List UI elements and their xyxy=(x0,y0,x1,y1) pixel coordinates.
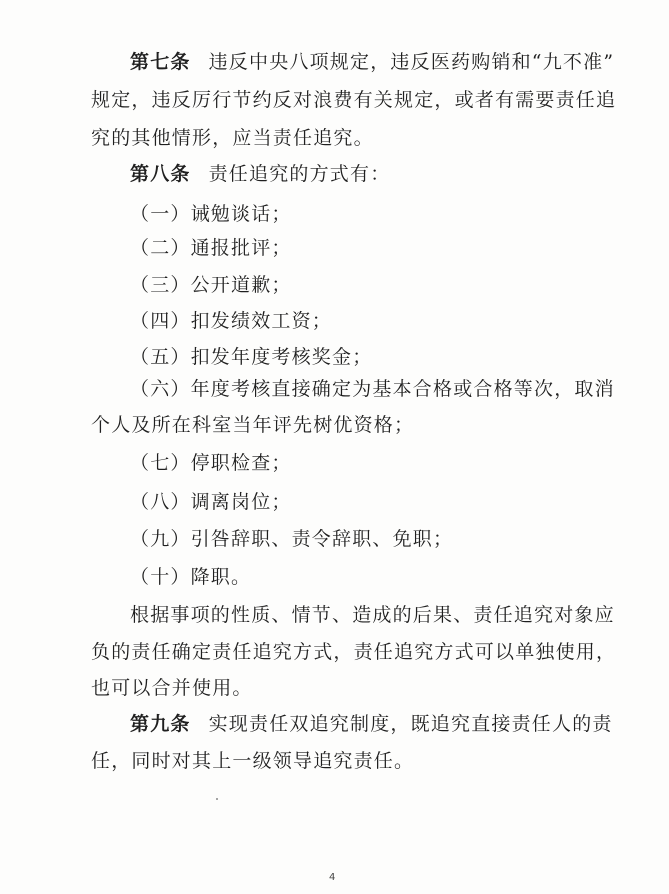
article-9-text: 实现责任双追究制度，既追究直接责任人的责 xyxy=(208,713,613,735)
list-item-5: （五）扣发年度考核奖金； xyxy=(130,346,373,368)
list-item-6-continued: 个人及所在科室当年评先树优资格； xyxy=(91,414,415,436)
article-8-paragraph-line-2: 负的责任确定责任追究方式，责任追究方式可以单独使用， xyxy=(91,641,617,663)
article-8-paragraph-line-1: 根据事项的性质、情节、造成的后果、责任追究对象应 xyxy=(130,604,615,626)
article-7-heading: 第七条 xyxy=(130,51,191,73)
list-item-2: （二）通报批评； xyxy=(130,237,292,259)
article-9-heading: 第九条 xyxy=(130,713,191,735)
article-7-line-2: 规定，违反厉行节约反对浪费有关规定，或者有需要责任追 xyxy=(91,89,617,111)
list-item-6: （六）年度考核直接确定为基本合格或合格等次，取消 xyxy=(130,378,615,400)
list-item-1: （一）诫勉谈话； xyxy=(130,203,292,225)
article-8-paragraph-line-3: 也可以合并使用。 xyxy=(91,677,253,699)
article-7-text: 违反中央八项规定，违反医药购销和“九不准” xyxy=(208,51,615,73)
list-item-10: （十）降职。 xyxy=(130,566,252,588)
article-8-intro: 责任追究的方式有： xyxy=(208,163,391,185)
page-number: 4 xyxy=(329,872,336,883)
scan-speck xyxy=(216,798,218,800)
list-item-7: （七）停职检查； xyxy=(130,452,292,474)
article-9-line-2: 任，同时对其上一级领导追究责任。 xyxy=(91,750,415,772)
list-item-3: （三）公开道歉； xyxy=(130,274,292,296)
list-item-8: （八）调离岗位； xyxy=(130,491,292,513)
article-9-line-1 xyxy=(130,712,613,736)
article-8-line-1 xyxy=(130,162,390,186)
article-7-line-3: 究的其他情形，应当责任追究。 xyxy=(91,127,374,149)
article-8-heading: 第八条 xyxy=(130,163,191,185)
article-7-line-1 xyxy=(130,50,614,74)
list-item-9: （九）引咎辞职、责令辞职、免职； xyxy=(130,528,454,550)
list-item-4: （四）扣发绩效工资； xyxy=(130,310,333,332)
